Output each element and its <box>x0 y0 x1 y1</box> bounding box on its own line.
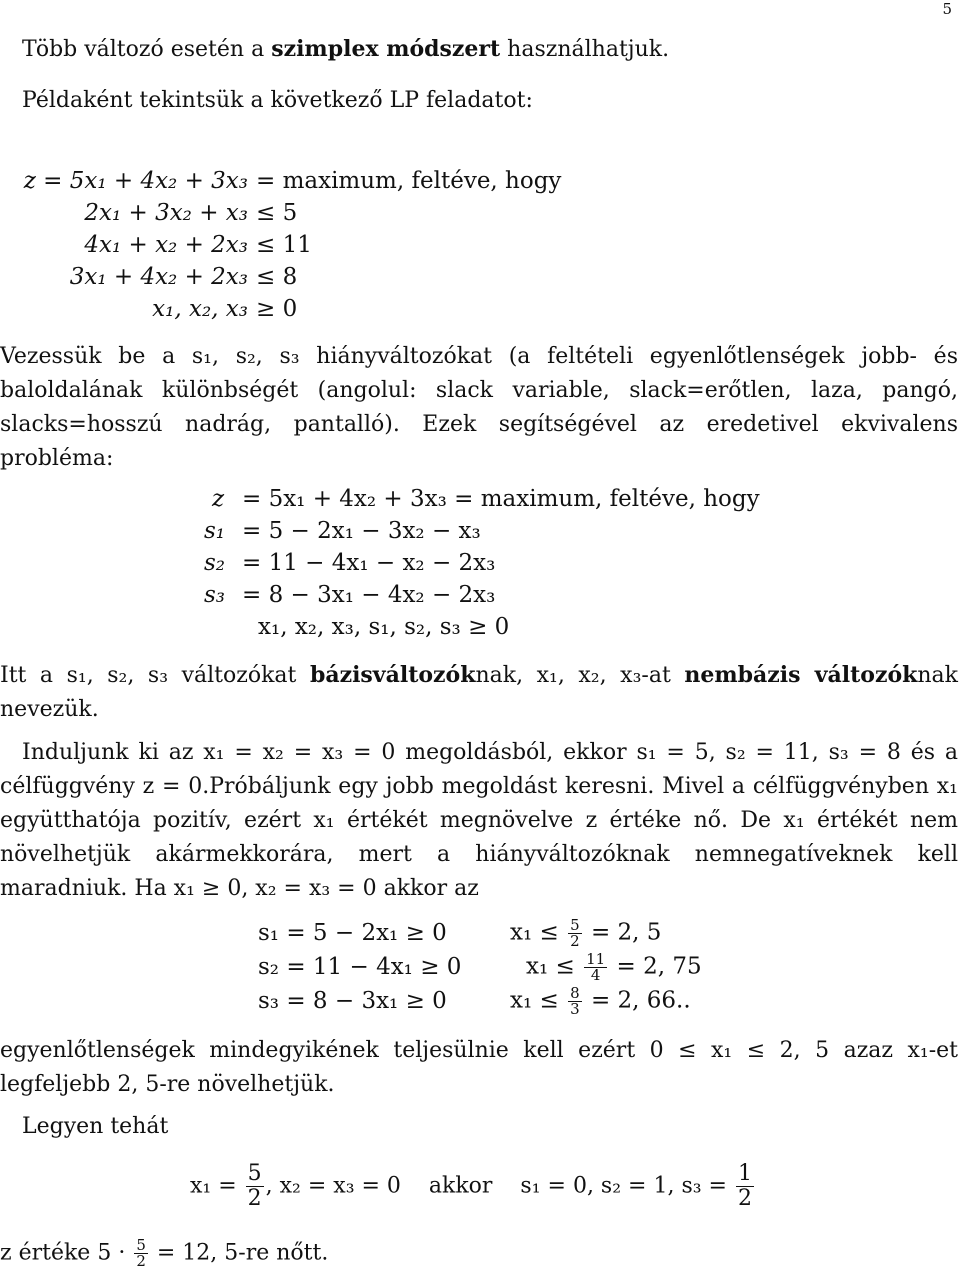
slack-row4-lhs: s₃ <box>204 582 226 608</box>
start-paragraph: Induljunk ki az x₁ = x₂ = x₃ = 0 megoldásból, ekkor s₁ = 5, s₂ = 11, s₃ = 8 és a célfüggvény z = 0.Próbáljunk egy jobb megoldást keresni. Mivel a célfüggvényben x₁ együtthatója pozitív, ezért x₁ értékét megnövelve z értéke nő. De x₁ értékét nem növelhetjük akármekkorára, mert a hiányváltozóknak nemnegatíveknek kell maradniuk. Ha x₁ ≥ 0, x₂ = x₃ = 0 akkor az <box>0 740 958 901</box>
slack-row4-rhs: = 8 − 3x₁ − 4x₂ − 2x₃ <box>242 582 496 608</box>
bound2-left: s₂ = 11 − 4x₁ ≥ 0 <box>258 953 462 980</box>
bound-row-3 <box>258 986 691 1017</box>
lp-row-constraint-2 <box>0 232 312 258</box>
lp-row2-rhs: ≤ 5 <box>256 200 298 226</box>
lp-row5-lhs: x₁, x₂, x₃ <box>152 296 248 322</box>
result-text-b: = 12, 5-re nőtt. <box>156 1240 329 1266</box>
lp-row-constraint-1 <box>0 200 297 226</box>
example-intro: Példaként tekintsük a következő LP feladatot: <box>22 88 533 113</box>
slack-row2-lhs: s₁ <box>204 518 226 544</box>
intro-bold: szimplex módszert <box>271 36 501 62</box>
basis-text-c: nak nevezük. <box>0 663 958 722</box>
result-line <box>0 1238 328 1269</box>
inequality-paragraph: egyenlőtlenségek mindegyikének teljesülnie kell ezért 0 ≤ x₁ ≤ 2, 5 azaz x₁-et legfeljebb 2, 5-re növelhetjük. <box>0 1038 958 1097</box>
final-text-b: , x₂ = x₃ = 0 akkor s₁ = 0, s₂ = 1, s₃ = <box>265 1173 727 1199</box>
bound1-num: 5 <box>570 916 580 934</box>
lp-row-objective <box>0 168 561 194</box>
slack-row-objective <box>212 486 760 512</box>
final-solution <box>190 1162 756 1211</box>
bound3-num: 8 <box>570 984 580 1002</box>
slack-paragraph: Vezessük be a s₁, s₂, s₃ hiányváltozókat (a feltételi egyenlőtlenségek jobb- és baloldalának különbségét (angolul: slack variable, slack=erőtlen, laza, pangó, slacks=hosszú nadrág, pantalló). Ezek segítségével az eredetivel ekvivalens probléma: <box>0 344 958 471</box>
bound3-right: = 2, 66.. <box>590 987 691 1014</box>
final-fraction-1 <box>246 1162 264 1211</box>
bound2-mid: x₁ ≤ <box>526 953 575 980</box>
result-fraction <box>134 1238 148 1269</box>
basis-text-b: nak, x₁, x₂, x₃-at <box>475 663 685 688</box>
final-fraction-2 <box>736 1162 754 1211</box>
slack-row-s3 <box>204 582 495 608</box>
page-number: 5 <box>942 0 952 18</box>
slack-row-s1 <box>204 518 481 544</box>
basis-text-a: Itt a s₁, s₂, s₃ változókat <box>0 663 310 688</box>
bound1-fraction <box>568 918 582 949</box>
bound3-left: s₃ = 8 − 3x₁ ≥ 0 <box>258 987 447 1014</box>
lp-row3-rhs: ≤ 11 <box>256 232 312 258</box>
bound-row-1 <box>258 918 661 949</box>
slack-row-nonnegativity: x₁, x₂, x₃, s₁, s₂, s₃ ≥ 0 <box>258 614 510 640</box>
slack-row3-rhs: = 11 − 4x₁ − x₂ − 2x₃ <box>242 550 496 576</box>
slack-row1-rhs: = 5x₁ + 4x₂ + 3x₃ = maximum, feltéve, hogy <box>242 486 760 512</box>
result-num: 5 <box>136 1236 146 1254</box>
basis-paragraph <box>0 658 958 727</box>
bound1-mid: x₁ ≤ <box>510 919 559 946</box>
bound3-fraction <box>568 986 582 1017</box>
final-den2: 2 <box>737 1186 752 1211</box>
result-den: 2 <box>136 1252 146 1270</box>
result-text-a: z értéke 5 · <box>0 1240 126 1266</box>
basis-bold-basic: bázisváltozók <box>309 662 476 688</box>
lp-row1-lhs: z = 5x₁ + 4x₂ + 3x₃ <box>23 168 248 194</box>
bound1-left: s₁ = 5 − 2x₁ ≥ 0 <box>258 919 447 946</box>
lp-row-nonnegativity <box>0 296 297 322</box>
slack-row2-rhs: = 5 − 2x₁ − 3x₂ − x₃ <box>242 518 481 544</box>
lp-row4-lhs: 3x₁ + 4x₂ + 2x₃ <box>69 264 248 290</box>
lp-row1-rhs: = maximum, feltéve, hogy <box>256 168 562 194</box>
slack-row1-lhs: z <box>212 486 225 512</box>
final-num1: 5 <box>247 1161 262 1186</box>
final-text-a: x₁ = <box>190 1173 237 1199</box>
basis-bold-nonbasic: nembázis változók <box>684 662 918 688</box>
slack-row-s2 <box>204 550 495 576</box>
bound-row-2 <box>258 952 702 983</box>
bound2-right: = 2, 75 <box>616 953 702 980</box>
bound2-den: 4 <box>590 966 601 984</box>
lp-row4-rhs: ≤ 8 <box>256 264 298 290</box>
bound3-den: 3 <box>570 1000 580 1018</box>
lp-row-constraint-3 <box>0 264 297 290</box>
final-num2: 1 <box>737 1161 752 1186</box>
let-line: Legyen tehát <box>22 1114 169 1139</box>
intro-text-a: Több változó esetén a <box>22 37 272 62</box>
bound1-den: 2 <box>570 932 580 950</box>
intro-text-b: használhatjuk. <box>500 37 670 62</box>
bound2-num: 11 <box>586 950 606 968</box>
lp-row2-lhs: 2x₁ + 3x₂ + x₃ <box>84 200 248 226</box>
intro-paragraph <box>22 36 669 62</box>
slack-row3-lhs: s₂ <box>204 550 226 576</box>
bound3-mid: x₁ ≤ <box>510 987 559 1014</box>
lp-row5-rhs: ≥ 0 <box>256 296 298 322</box>
lp-row3-lhs: 4x₁ + x₂ + 2x₃ <box>84 232 248 258</box>
final-den1: 2 <box>247 1186 262 1211</box>
bound2-fraction <box>584 952 607 983</box>
bound1-right: = 2, 5 <box>590 919 662 946</box>
